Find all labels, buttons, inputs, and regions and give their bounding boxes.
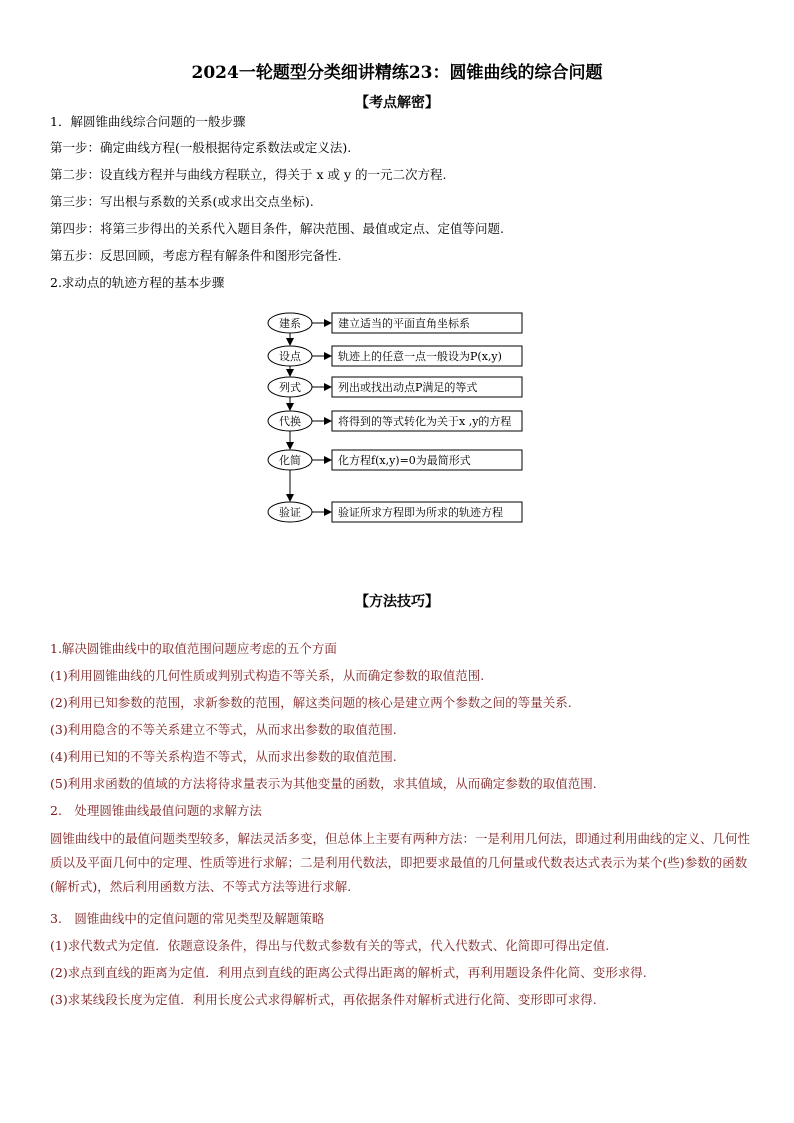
- item2-title: 2.求动点的轨迹方程的基本步骤: [50, 275, 225, 290]
- fixed-value-point-1: (1)求代数式为定值．依题意设条件，得出与代数式参数有关的等式，代入代数式、化简即可得出定值.: [50, 938, 610, 953]
- step-2: 第二步：设直线方程并与曲线方程联立，得关于 x 或 y 的一元二次方程.: [50, 167, 447, 182]
- flow-node-label: 代换: [279, 415, 301, 428]
- flow-node-label: 建系: [279, 317, 301, 330]
- range-point-3: (3)利用隐含的不等关系建立不等式，从而求出参数的取值范围.: [50, 722, 397, 737]
- methods-item1-title: 1.解决圆锥曲线中的取值范围问题应考虑的五个方面: [50, 641, 337, 656]
- flow-step: [268, 411, 522, 431]
- fixed-value-point-2: (2)求点到直线的距离为定值．利用点到直线的距离公式得出距离的解析式，再利用题设条件化简、变形求得.: [50, 965, 647, 980]
- step-3: 第三步：写出根与系数的关系(或求出交点坐标).: [50, 194, 314, 209]
- flow-description-text: 轨迹上的任意一点一般设为P(x,y): [338, 350, 502, 363]
- section-heading-methods: 【方法技巧】: [355, 594, 439, 610]
- item1-title: 1．解圆锥曲线综合问题的一般步骤: [50, 114, 246, 129]
- methods-item2-title: 2. 处理圆锥曲线最值问题的求解方法: [50, 803, 262, 818]
- flow-step: [268, 502, 522, 522]
- section-heading-key-points: 【考点解密】: [355, 95, 439, 111]
- flow-description-text: 建立适当的平面直角坐标系: [338, 317, 470, 330]
- fixed-value-point-3: (3)求某线段长度为定值．利用长度公式求得解析式，再依据条件对解析式进行化简、变形即可求得.: [50, 992, 597, 1007]
- range-point-4: (4)利用已知的不等关系构造不等式，从而求出参数的取值范围.: [50, 749, 397, 764]
- flow-step: [268, 377, 522, 397]
- flow-node-label: 验证: [279, 506, 301, 519]
- step-1: 第一步：确定曲线方程(一般根据待定系数法或定义法).: [50, 140, 352, 155]
- flow-description-text: 列出或找出动点P满足的等式: [338, 381, 478, 394]
- page-title: 2024一轮题型分类细讲精练23：圆锥曲线的综合问题: [191, 63, 603, 83]
- flow-step: [268, 313, 522, 333]
- flow-step: [268, 450, 522, 470]
- flow-node-label: 设点: [279, 350, 301, 363]
- step-5: 第五步：反思回顾，考虑方程有解条件和图形完备性.: [50, 248, 342, 263]
- flow-description-text: 验证所求方程即为所求的轨迹方程: [338, 506, 503, 519]
- range-point-2: (2)利用已知参数的范围，求新参数的范围，解这类问题的核心是建立两个参数之间的等量关系.: [50, 695, 572, 710]
- flow-description-text: 将得到的等式转化为关于x ,y的方程: [338, 415, 512, 428]
- range-point-5: (5)利用求函数的值域的方法将待求量表示为其他变量的函数，求其值域，从而确定参数的取值范围.: [50, 776, 597, 791]
- flow-node-label: 化简: [279, 454, 301, 467]
- trajectory-flowchart: [0, 300, 794, 535]
- step-4: 第四步：将第三步得出的关系代入题目条件，解决范围、最值或定点、定值等问题.: [50, 221, 504, 236]
- flow-description-text: 化方程f(x,y)=0为最简形式: [338, 454, 471, 467]
- flow-node-label: 列式: [279, 381, 301, 394]
- flow-step: [268, 346, 522, 366]
- range-point-1: (1)利用圆锥曲线的几何性质或判别式构造不等关系，从而确定参数的取值范围.: [50, 668, 485, 683]
- extremum-paragraph: 圆锥曲线中的最值问题类型较多，解法灵活多变，但总体上主要有两种方法：一是利用几何法，即通过利用曲线的定义、几何性质以及平面几何中的定理、性质等进行求解；二是利用代数法，即把要求最值的几何量或代数表达式表示为某个(些)参数的函数(解析式)，然后利用函数方法、不等式方法等进行求解.: [50, 831, 751, 894]
- methods-item3-title: 3. 圆锥曲线中的定值问题的常见类型及解题策略: [50, 911, 325, 926]
